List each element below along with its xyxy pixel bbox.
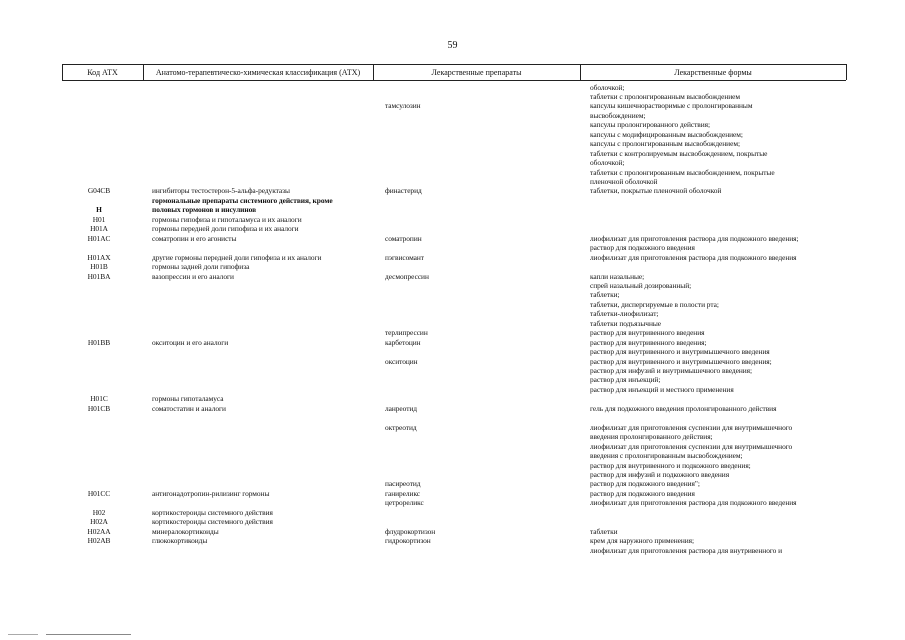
dosage-form: таблетки, покрытые пленочной оболочкой (590, 186, 722, 196)
classification-text: ингибиторы тестостерон-5-альфа-редуктазы (152, 186, 290, 196)
footnote-rule (46, 634, 131, 635)
dosage-form: раствор для внутривенного и подкожного введения; (590, 460, 751, 470)
dosage-form: капсулы кишечнорастворимые с пролонгированным (590, 101, 753, 111)
drug-name: десмопрессин (385, 271, 429, 281)
atc-code: H (96, 205, 102, 215)
classification-text: гормональные препараты системного действия, кроме (152, 195, 333, 205)
drug-name: соматропин (385, 233, 422, 243)
drug-name: терлипрессин (385, 328, 428, 338)
classification-text: гормоны гипофиза и гипоталамуса и их аналоги (152, 214, 302, 224)
drug-name: финастерид (385, 186, 422, 196)
atc-code: H02 (92, 507, 106, 517)
classification-text: минералокортикоиды (152, 526, 219, 536)
classification-text: другие гормоны передней доли гипофиза и их аналоги (152, 252, 322, 262)
dosage-form: оболочкой; (590, 158, 625, 168)
drug-name: окситоцин (385, 356, 418, 366)
dosage-form: капли назальные; (590, 271, 645, 281)
dosage-form: лиофилизат для приготовления суспензии для внутримышечного (590, 422, 793, 432)
drug-name: флудрокортизон (385, 526, 436, 536)
atc-code: H01A (90, 224, 108, 234)
classification-text: глюкокортикоиды (152, 536, 208, 546)
table-header-rule (62, 80, 846, 81)
classification-text: кортикостероиды системного действия (152, 507, 273, 517)
dosage-form: раствор для инъекций; (590, 375, 661, 385)
classification-text: гормоны передней доли гипофиза и их аналоги (152, 224, 299, 234)
dosage-form: спрей назальный дозированный; (590, 280, 692, 290)
dosage-form: раствор для внутривенного введения; (590, 337, 707, 347)
dosage-form: таблетки (590, 526, 618, 536)
dosage-form: таблетки, диспергируемые в полости рта; (590, 299, 719, 309)
classification-text: половых гормонов и инсулинов (152, 205, 257, 215)
dosage-form: капсулы с пролонгированным высвобождением; (590, 139, 740, 149)
dosage-form: пленочной оболочкой (590, 177, 658, 186)
dosage-form: лиофилизат для приготовления раствора для подкожного введения (590, 252, 797, 262)
table-border-right (846, 64, 847, 80)
dosage-form: таблетки с пролонгированным высвобождением (590, 91, 740, 101)
classification-text: соматропин и его агонисты (152, 233, 237, 243)
atc-code: H01B (90, 262, 108, 272)
dosage-form: введения с пролонгированным высвобождением; (590, 451, 743, 461)
atc-code: G04CB (87, 186, 111, 196)
drug-name: тамсулозин (385, 101, 421, 111)
header-classification: Анатомо-терапевтическо-химическая классификация (АТХ) (155, 68, 361, 77)
classification-text: гормоны задней доли гипофиза (152, 262, 250, 272)
dosage-form: капсулы пролонгированного действия; (590, 120, 710, 130)
atc-code: H01CC (87, 488, 111, 498)
dosage-form: раствор для внутривенного введения (590, 328, 705, 338)
dosage-form: раствор для инфузий и внутримышечного введения; (590, 366, 753, 375)
page-number: 59 (447, 40, 458, 51)
atc-code: H02A (90, 517, 108, 527)
drug-name: гидрокортизон (385, 536, 431, 546)
atc-code: H01AC (87, 233, 111, 243)
dosage-form: раствор для подкожного введения (590, 243, 695, 253)
dosage-form: раствор для инфузий и подкожного введения (590, 469, 730, 479)
dosage-form: крем для наружного применения; (590, 536, 695, 546)
atc-code: H01BB (87, 337, 111, 347)
dosage-form: гель для подкожного введения пролонгированного действия (590, 403, 777, 413)
header-forms: Лекарственные формы (674, 68, 752, 77)
atc-code: H01AX (87, 252, 111, 262)
dosage-form: введения пролонгированного действия; (590, 432, 713, 442)
dosage-form: раствор для подкожного введения (590, 488, 695, 498)
drug-name: пасиреотид (385, 479, 421, 489)
dosage-form: раствор для внутривенного и внутримышечного введения (590, 347, 770, 357)
drug-name: ланреотид (385, 403, 417, 413)
dosage-form: таблетки-лиофилизат; (590, 309, 659, 319)
dosage-form: таблетки; (590, 290, 620, 300)
classification-text: соматостатин и аналоги (152, 403, 226, 413)
dosage-form: раствор для подкожного введения"; (590, 479, 700, 489)
classification-text: вазопрессин и его аналоги (152, 271, 234, 281)
drug-name: цетрореликс (385, 498, 424, 508)
atc-code: H01C (90, 394, 108, 404)
header-code: Код АТХ (87, 68, 118, 77)
footnote-rule (8, 634, 38, 635)
atc-code: H01CB (87, 403, 111, 413)
classification-text: окситоцин и его аналоги (152, 337, 229, 347)
classification-text: антигонадотропин-рилизинг гормоны (152, 488, 270, 498)
dosage-form: таблетки с пролонгированным высвобождением, покрытые (590, 167, 775, 177)
classification-text: гормоны гипоталамуса (152, 394, 224, 404)
header-drugs: Лекарственные препараты (431, 68, 522, 77)
table-top-rule (62, 64, 846, 65)
dosage-form: лиофилизат для приготовления раствора для внутривенного и (590, 545, 782, 555)
drug-name: октреотид (385, 422, 417, 432)
atc-code: H02AA (87, 526, 111, 536)
dosage-form: таблетки с контролируемым высвобождением, покрытые (590, 148, 768, 158)
drug-name: ганиреликс (385, 488, 421, 498)
atc-code: H02AB (87, 536, 111, 546)
dosage-form: лиофилизат для приготовления раствора для подкожного введения; (590, 233, 799, 243)
dosage-form: лиофилизат для приготовления раствора для подкожного введения (590, 498, 797, 508)
dosage-form: оболочкой; (590, 82, 625, 92)
dosage-form: таблетки подъязычные (590, 318, 661, 328)
dosage-form: раствор для внутривенного и внутримышечного введения; (590, 356, 772, 366)
drug-name: пэгвисомант (385, 252, 424, 262)
dosage-form: лиофилизат для приготовления суспензии для внутримышечного (590, 441, 793, 451)
dosage-form: раствор для инъекций и местного применения (590, 384, 734, 394)
classification-text: кортикостероиды системного действия (152, 517, 273, 527)
atc-code: H01 (92, 214, 106, 224)
dosage-form: высвобождением; (590, 110, 646, 120)
drug-name: карбетоцин (385, 337, 421, 347)
dosage-form: капсулы с модифицированным высвобождением; (590, 129, 743, 139)
atc-code: H01BA (87, 271, 111, 281)
